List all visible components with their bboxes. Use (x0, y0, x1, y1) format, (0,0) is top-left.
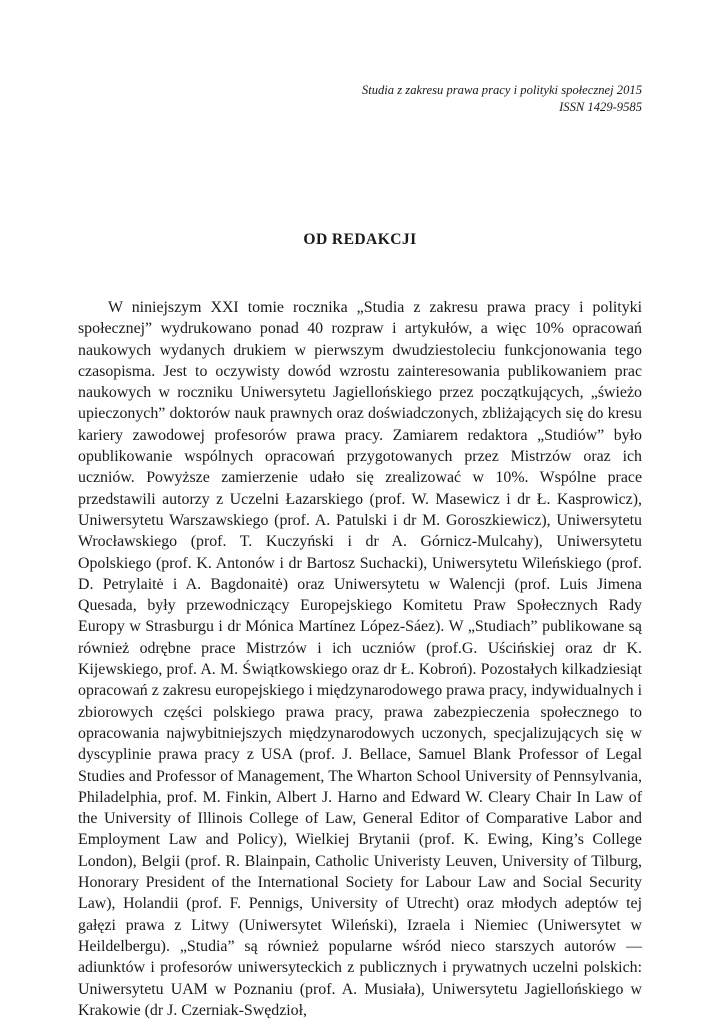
body-paragraph: W niniejszym XXI tomie rocznika „Studia z zakresu prawa pracy i polityki społecznej” wydrukowano ponad 40 rozpraw i artykułów, a więc 10% opracowań naukowych wydanych drukiem w pierwszym dwudziestoleciu funkcjonowania tego czasopisma. Jest to oczywisty dowód wzrostu zainteresowania publikowaniem prac naukowych w roczniku Uniwersytetu Jagiellońskiego przez początkujących, „świeżo upieczonych” doktorów nauk prawnych oraz doświadczonych, zbliżających się do kresu kariery zawodowej profesorów prawa pracy. Zamiarem redaktora „Studiów” było opublikowanie wspólnych opracowań przygotowanych przez Mistrzów oraz ich uczniów. Powyższe zamierzenie udało się zrealizować w 10%. Wspólne prace przedstawili autorzy z Uczelni Łazarskiego (prof. W. Masewicz i dr Ł. Kasprowicz), Uniwersytetu Warszawskiego (prof. A. Patulski i dr M. Goroszkiewicz), Uniwersytetu Wrocławskiego (prof. T. Kuczyński i dr A. Górnicz-Mulcahy), Uniwersytetu Opolskiego (prof. K. Antonów i dr Bartosz Suchacki), Uniwersytetu Wileńskiego (prof. D. Petrylaitė i A. Bagdonaitė) oraz Uniwersytetu w Walencji (prof. Luis Jimena Quesada, były przewodniczący Europejskiego Komitetu Praw Społecznych Rady Europy w Strasburgu i dr Mónica Martínez López-Sáez). W „Studiach” publikowane są również odrębne prace Mistrzów i ich uczniów (prof.G. Uścińskiej oraz dr K. Kijewskiego, prof. A. M. Świątkowskiego oraz dr Ł. Kobroń). Pozostałych kilkadziesiąt opracowań z zakresu europejskiego i międzynarodowego prawa pracy, indywidualnych i zbiorowych części polskiego prawa pracy, prawa zabezpieczenia społecznego to opracowania najwybitniejszych międzynarodowych uczonych, specjalizujących się w dyscyplinie prawa pracy z USA (prof. J. Bellace, Samuel Blank Professor of Legal Studies and Professor of Management, The Wharton School University of Pennsylvania, Philadelphia, prof. M. Finkin, Albert J. Harno and Edward W. Cleary Chair In Law of the University of Illinois College of Law, General Editor of Comparative Labor and Employment Law and Policy), Wielkiej Brytanii (prof. K. Ewing, King’s College London), Belgii (prof. R. Blainpain, Catholic Univeristy Leuven, University of Tilburg, Honorary President of the International Society for Labour Law and Social Security Law), Holandii (prof. F. Pennigs, University of Utrecht) oraz młodych adeptów tej gałęzi prawa z Litwy (Uniwersytet Wileński), Izraela i Niemiec (Uniwersytet w Heildelbergu). „Studia” są również popularne wśród nieco starszych autorów — adiunktów i profesorów uniwersyteckich z publicznych i prywatnych uczelni polskich: Uniwersytetu UAM w Poznaniu (prof. A. Musiała), Uniwersytetu Jagiellońskiego w Krakowie (dr J. Czerniak-Swędzioł, (78, 299, 642, 1019)
journal-citation: Studia z zakresu prawa pracy i polityki społecznej 2015 (361, 83, 642, 97)
issn: ISSN 1429-9585 (559, 100, 642, 114)
page-title: OD REDAKCJI (303, 231, 417, 248)
running-header (222, 82, 642, 116)
